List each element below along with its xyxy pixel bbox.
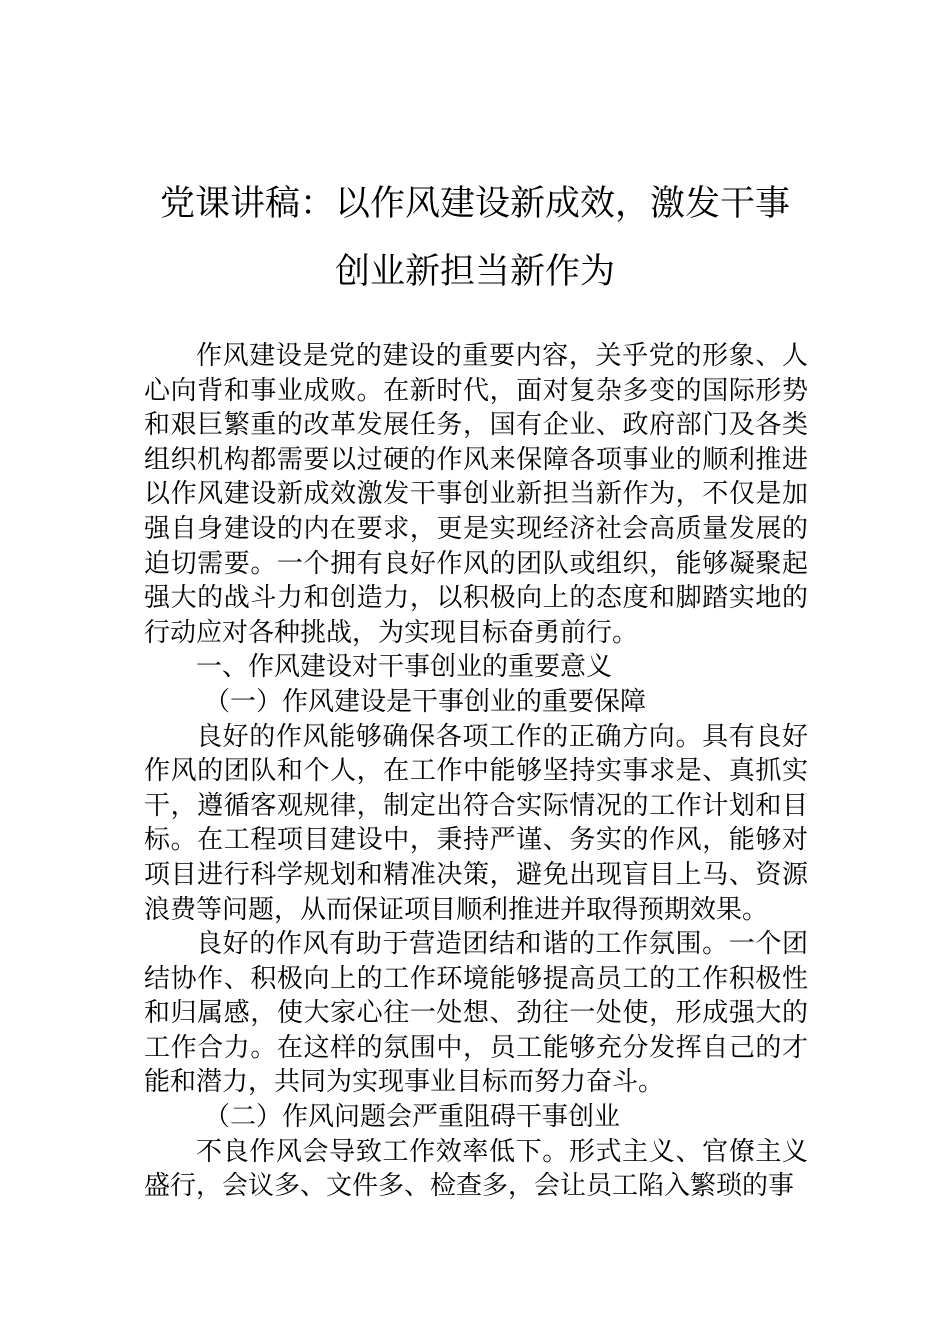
subsection-heading-2: （二）作风问题会严重阻碍干事创业 (204, 1102, 621, 1133)
body-paragraph: 良好的作风能够确保各项工作的正确方向。具有良好作风的团队和个人，在工作中能够坚持实事求是、真抓实干，遵循客观规律，制定出符合实际情况的工作计划和目标。在工程项目建设中，秉持严谨、务实的作风，能够对项目进行科学规划和精准决策，避免出现盲目上马、资源浪费等问题，从而保证项目顺利推进并取得预期效果。 (144, 721, 808, 925)
document-title (140, 170, 810, 306)
subsection-heading-1: （一）作风建设是干事创业的重要保障 (204, 686, 647, 717)
title-line-1: 党课讲稿：以作风建设新成效，激发干事 (159, 184, 790, 224)
body-paragraph: 不良作风会导致工作效率低下。形式主义、官僚主义盛行，会议多、文件多、检查多，会让员工陷入繁琐的事 (144, 1136, 808, 1202)
title-line-2: 创业新担当新作为 (334, 252, 615, 292)
document-body (144, 339, 808, 1204)
body-paragraph: 良好的作风有助于营造团结和谐的工作氛围。一个团结协作、积极向上的工作环境能够提高员工的工作积极性和归属感，使大家心往一处想、劲往一处使，形成强大的工作合力。在这样的氛围中，员工能够充分发挥自己的才能和潜力，共同为实现事业目标而努力奋斗。 (144, 929, 808, 1098)
section-heading-1: 一、作风建设对干事创业的重要意义 (196, 652, 613, 683)
intro-paragraph: 作风建设是党的建设的重要内容，关乎党的形象、人心向背和事业成败。在新时代，面对复杂多变的国际形势和艰巨繁重的改革发展任务，国有企业、政府部门及各类组织机构都需要以过硬的作风来保障各项事业的顺利推进以作风建设新成效激发干事创业新担当新作为，不仅是加强自身建设的内在要求，更是实现经济社会高质量发展的迫切需要。一个拥有良好作风的团队或组织，能够凝聚起强大的战斗力和创造力，以积极向上的态度和脚踏实地的行动应对各种挑战，为实现目标奋勇前行。 (144, 341, 808, 648)
